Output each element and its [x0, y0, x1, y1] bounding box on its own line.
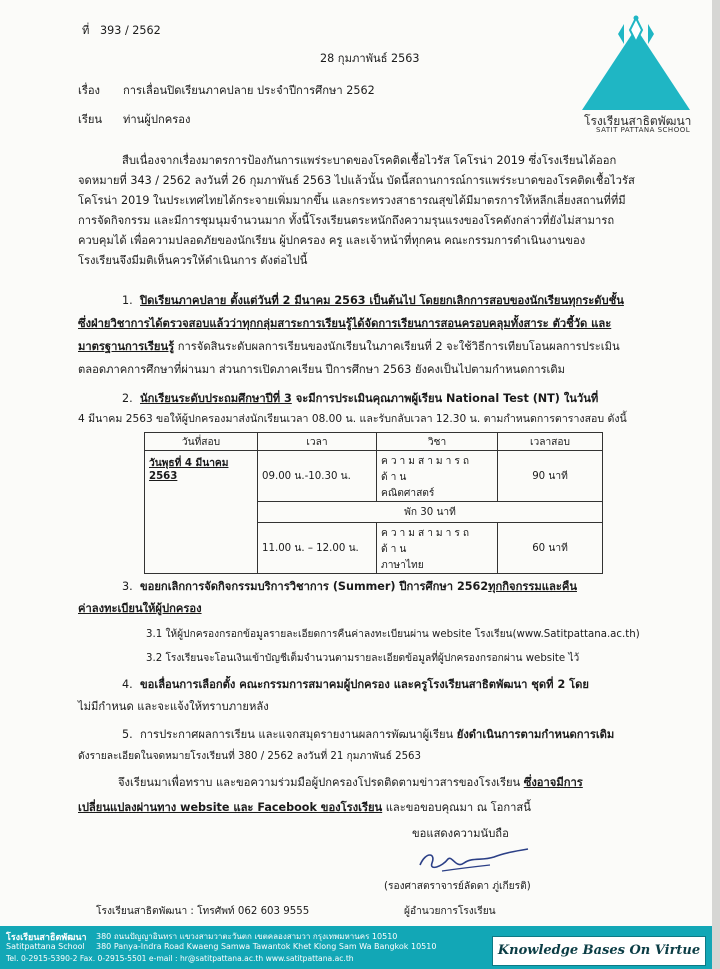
table-header-cell: วันที่สอบ: [145, 433, 258, 451]
item3-line-1-bold: ขอยกเลิกการจัดกิจกรรมบริการวิชาการ (Summer) ปีการศึกษา 2562: [140, 580, 489, 593]
closing-line-1: [118, 776, 583, 790]
exam-subject-cell: [377, 523, 498, 574]
intro-line-3: โคโรน่า 2019 ในประเทศไทยได้กระจายเพิ่มมากขึ้น และกระทรวงสาธารณสุขได้มีมาตรการให้หลีกเลี่ยงสถานที่ที่มี: [78, 194, 626, 207]
exam-subject-line: ความสามารถด้าน: [381, 528, 472, 555]
footer-name-th: โรงเรียนสาธิตพัฒนา: [6, 933, 87, 943]
item4-line-1: ขอเลื่อนการเลือกตั้ง คณะกรรมการสมาคมผู้ปกครอง และครูโรงเรียนสาธิตพัฒนา ชุดที่ 2 โดย: [140, 678, 589, 691]
item5-line-1-bold: ยังดำเนินการตามกำหนดการเดิม: [456, 728, 615, 741]
closing-line-2: [78, 801, 531, 815]
break-cell: พัก 30 นาที: [258, 502, 603, 523]
item3-sub-2: 3.2 โรงเรียนจะโอนเงินเข้าบัญชีเต็มจำนวนตามรายละเอียดข้อมูลที่ผู้ปกครองกรอกผ่าน website ไว้: [146, 653, 580, 664]
intro-line-1: สืบเนื่องจากเรื่องมาตรการป้องกันการแพร่ระบาดของโรคติดเชื้อไวรัส โคโรน่า 2019 ซึ่งโรงเรียนได้ออก: [122, 154, 617, 167]
exam-subject-line: ภาษาไทย: [381, 560, 424, 571]
table-row: [145, 451, 603, 502]
regards-text: ขอแสดงความนับถือ: [412, 827, 509, 840]
closing-line-1-text: จึงเรียนมาเพื่อทราบ และขอความร่วมมือผู้ปกครองโปรดติดตามข่าวสารของโรงเรียน: [118, 776, 524, 789]
item3-line-2: ค่าลงทะเบียนให้ผู้ปกครอง: [78, 602, 202, 615]
school-contact: โรงเรียนสาธิตพัฒนา : โทรศัพท์ 062 603 9555: [96, 906, 310, 917]
intro-line-6: โรงเรียนจึงมีมติเห็นควรให้ดำเนินการ ดังต่อไปนี้: [78, 254, 308, 267]
signer-position: ผู้อำนวยการโรงเรียน: [404, 906, 496, 917]
signature-icon: [412, 845, 532, 877]
signer-name: (รองศาสตราจารย์ลัดดา ภู่เกียรติ): [384, 881, 531, 892]
item1-line-2: ซึ่งฝ่ายวิชาการได้ตรวจสอบแล้วว่าทุกกลุ่มสาระการเรียนรู้ได้จัดการเรียนการสอนครอบคลุมทั้งสาระ ตัวชี้วัด และ: [78, 317, 612, 330]
item3-line-1-underline: ทุกกิจกรรมและคืน: [488, 580, 577, 593]
intro-line-4: การจัดกิจกรรม และมีการชุมนุมจำนวนมาก ทั้งนี้โรงเรียนตระหนักถึงความรุนแรงของโรคดังกล่าวที่ยังไม่สามารถ: [78, 214, 615, 227]
intro-line-2: จดหมายที่ 343 / 2562 ลงวันที่ 26 กุมภาพันธ์ 2563 ไปแล้วนั้น บัดนี้สถานการณ์การแพร่ระบาดของโรคติดเชื้อไวรัส: [78, 174, 635, 187]
school-name-en: SATIT PATTANA SCHOOL: [596, 126, 691, 134]
letter-number: ที่ 393 / 2562: [82, 24, 161, 37]
table-header-row: [145, 433, 603, 451]
item2-line-1-bold: นักเรียนระดับประถมศึกษาปีที่ 3: [140, 392, 292, 405]
exam-day-cell: วันพุธที่ 4 มีนาคม 2563: [145, 451, 258, 574]
item5-line-2: ดังรายละเอียดในจดหมายโรงเรียนที่ 380 / 2562 ลงวันที่ 21 กุมภาพันธ์ 2563: [78, 751, 422, 762]
footer-address-th: 380 ถนนปัญญาอินทรา แขวงสามวาตะวันตก เขตคลองสามวา กรุงเทพมหานคร 10510: [96, 932, 398, 941]
item3-number: 3.: [122, 580, 133, 593]
exam-subject-cell: [377, 451, 498, 502]
item1-line-3-bold: มาตรฐานการเรียนรู้: [78, 340, 175, 353]
footer-address-en: 380 Panya-Indra Road Kwaeng Samwa Tawantok Khet Klong Sam Wa Bangkok 10510: [96, 942, 437, 951]
item2-line-2: 4 มีนาคม 2563 ขอให้ผู้ปกครองมาส่งนักเรียนเวลา 08.00 น. และรับกลับเวลา 12.30 น. ตามกำหนดการตารางสอบ ดังนี้: [78, 413, 627, 425]
motto-box: Knowledge Bases On Virtue: [492, 936, 706, 966]
item1-line-3: [78, 340, 620, 354]
item5-line-1-text: การประกาศผลการเรียน และแจกสมุดรายงานผลการพัฒนาผู้เรียน: [140, 728, 457, 741]
table-header-cell: เวลา: [258, 433, 377, 451]
school-name-th: โรงเรียนสาธิตพัฒนา: [584, 114, 692, 128]
exam-schedule-table: [144, 432, 603, 574]
table-header-cell: วิชา: [377, 433, 498, 451]
item1-line-1: ปิดเรียนภาคปลาย ตั้งแต่วันที่ 2 มีนาคม 2563 เป็นต้นไป โดยยกเลิกการสอบของนักเรียนทุกระดับชั้น: [140, 294, 624, 307]
school-logo-icon: [578, 14, 693, 114]
item1-number: 1.: [122, 294, 133, 307]
exam-duration-cell: 60 นาที: [498, 523, 603, 574]
item3-line-1: [140, 580, 577, 594]
exam-time-cell: 11.00 น. – 12.00 น.: [258, 523, 377, 574]
item5-number: 5.: [122, 728, 133, 741]
item4-line-2: ไม่มีกำหนด และจะแจ้งให้ทราบภายหลัง: [78, 700, 269, 713]
table-header-cell: เวลาสอบ: [498, 433, 603, 451]
letter-date: 28 กุมภาพันธ์ 2563: [320, 52, 420, 65]
item5-line-1: [140, 728, 614, 742]
intro-line-5: ควบคุมได้ เพื่อความปลอดภัยของนักเรียน ผู้ปกครอง ครู และเจ้าหน้าที่ทุกคน คณะกรรมการดำเนินงานของ: [78, 234, 586, 247]
closing-line-2-text: และขอขอบคุณมา ณ โอกาสนี้: [382, 801, 531, 814]
exam-time-cell: 09.00 น.-10.30 น.: [258, 451, 377, 502]
to-text: ท่านผู้ปกครอง: [123, 113, 191, 126]
item2-number: 2.: [122, 392, 133, 405]
item3-sub-1: 3.1 ให้ผู้ปกครองกรอกข้อมูลรายละเอียดการคืนค่าลงทะเบียนผ่าน website โรงเรียน(www.Satitpattana.ac.th): [146, 629, 640, 640]
page-edge: [712, 0, 720, 969]
item1-line-4: ตลอดภาคการศึกษาที่ผ่านมา ส่วนการเปิดภาคเรียน ปีการศึกษา 2563 ยังคงเป็นไปตามกำหนดการเดิม: [78, 363, 566, 376]
to-label: เรียน: [78, 113, 103, 126]
footer-contact: Tel. 0-2915-5390-2 Fax. 0-2915-5501 e-mail : hr@satitpattana.ac.th www.satitpattana.ac.th: [6, 954, 354, 963]
subject-label: เรื่อง: [78, 84, 101, 97]
item1-line-3-rest: การจัดสินระดับผลการเรียนของนักเรียนในภาคเรียนที่ 2 จะใช้วิธีการเทียบโอนผลการประเมิน: [174, 340, 620, 353]
subject-text: การเลื่อนปิดเรียนภาคปลาย ประจำปีการศึกษา 2562: [123, 84, 375, 97]
closing-line-1-bold: ซึ่งอาจมีการ: [523, 776, 583, 789]
footer-name-en: Satitpattana School: [6, 942, 85, 951]
exam-subject-line: ความสามารถด้าน: [381, 456, 472, 483]
exam-duration-cell: 90 นาที: [498, 451, 603, 502]
item2-line-1: [140, 392, 598, 406]
exam-subject-line: คณิตศาสตร์: [381, 488, 435, 499]
closing-line-2-bold: เปลี่ยนแปลงผ่านทาง website และ Facebook ของโรงเรียน: [78, 801, 383, 814]
item4-number: 4.: [122, 678, 133, 691]
item2-line-1-rest: จะมีการประเมินคุณภาพผู้เรียน National Test (NT) ในวันที่: [291, 392, 599, 405]
